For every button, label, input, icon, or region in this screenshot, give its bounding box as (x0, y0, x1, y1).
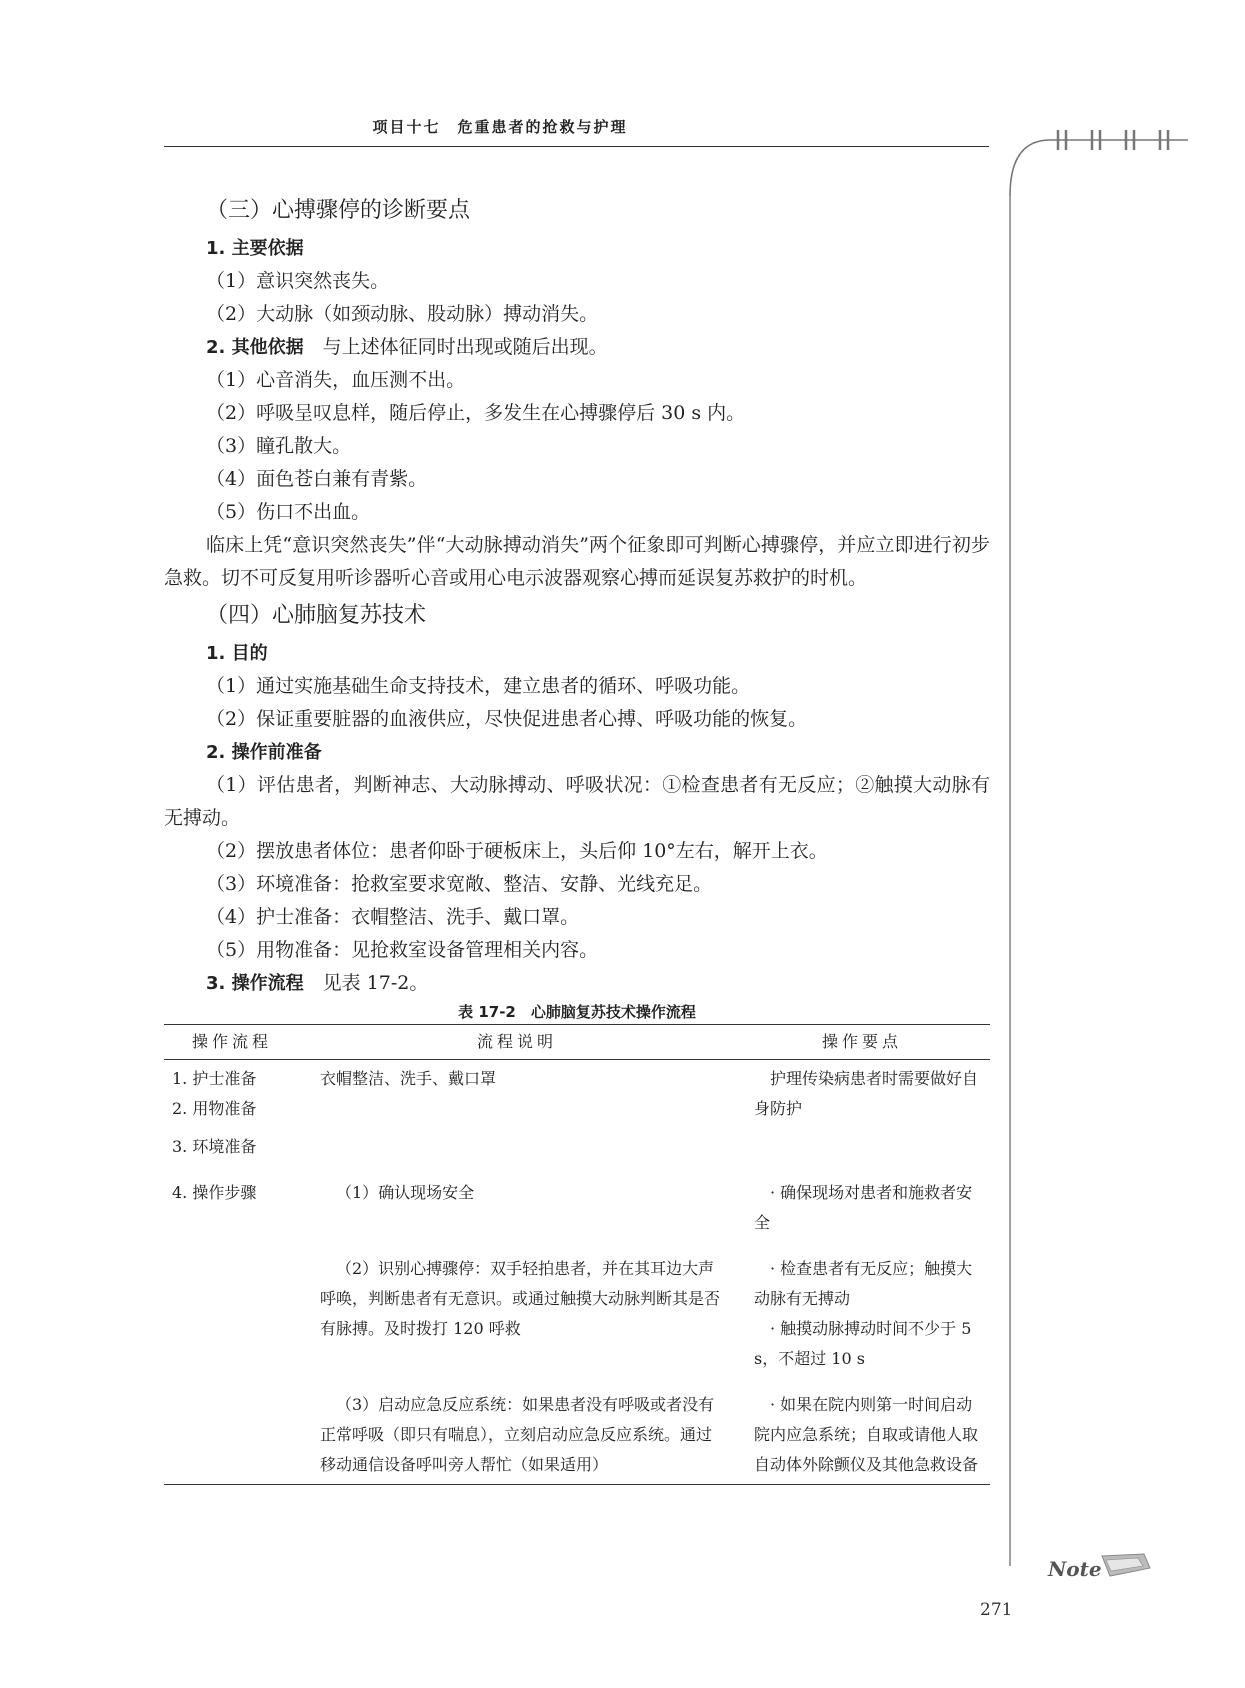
table-row (164, 1238, 990, 1374)
table-header: 流程说明 (300, 1025, 734, 1060)
table-cell (300, 1162, 734, 1238)
table-cell (734, 1162, 990, 1238)
table-header: 操作流程 (164, 1025, 300, 1060)
table-caption: 表 17-2 心肺脑复苏技术操作流程 (458, 1003, 696, 1021)
list-item: （1）意识突然丧失。 (206, 270, 390, 292)
note-icon (1047, 1554, 1150, 1581)
heading-other-basis-text: 与上述体征同时出现或随后出现。 (322, 336, 608, 358)
page-body (164, 190, 990, 1485)
heading-flow-line (164, 967, 990, 1000)
step-label: 2. 用物准备 (172, 1099, 257, 1118)
page-number: 271 (980, 1600, 1013, 1620)
list-item: （2）保证重要脏器的血液供应，尽快促进患者心搏、呼吸功能的恢复。 (206, 708, 808, 730)
table-cell (164, 1060, 300, 1163)
key-point: · 确保现场对患者和施救者安全 (754, 1183, 973, 1232)
list-item: （2）呼吸呈叹息样，随后停止，多发生在心搏骤停后 30 s 内。 (206, 402, 746, 424)
heading-main-basis: 1. 主要依据 (206, 238, 304, 259)
table-cell (164, 1238, 300, 1374)
list-item: （3）瞳孔散大。 (206, 435, 352, 457)
section-title-4: （四）心肺脑复苏技术 (206, 603, 427, 628)
step-description: （1）确认现场安全 (336, 1183, 475, 1202)
list-item: （3）环境准备：抢救室要求宽敞、整洁、安静、光线充足。 (206, 873, 713, 895)
key-point: · 检查患者有无反应；触摸大动脉有无搏动 (754, 1259, 973, 1308)
section-title-3: （三）心搏骤停的诊断要点 (206, 198, 471, 223)
heading-preparation: 2. 操作前准备 (206, 742, 322, 763)
step-description: （3）启动应急反应系统：如果患者没有呼吸或者没有正常呼吸（即只有喘息），立刻启动应急反应系统。通过移动通信设备呼叫旁人帮忙（如果适用） (320, 1395, 715, 1474)
heading-other-basis-line (164, 331, 990, 364)
step-label: 1. 护士准备 (172, 1069, 257, 1088)
table-header: 操作要点 (734, 1025, 990, 1060)
list-item: （1）心音消失，血压测不出。 (206, 369, 466, 391)
heading-purpose: 1. 目的 (206, 643, 268, 664)
key-point: 护理传染病患者时需要做好自身防护 (754, 1069, 979, 1118)
heading-flow-text: 见表 17-2。 (322, 972, 429, 994)
margin-decoration (1010, 136, 1190, 1581)
table-cell: 4. 操作步骤 (172, 1183, 257, 1202)
step-label: 3. 环境准备 (172, 1137, 257, 1156)
list-item: （5）伤口不出血。 (206, 501, 371, 523)
list-item: （4）护士准备：衣帽整洁、洗手、戴口罩。 (206, 906, 580, 928)
running-header: 项目十七 危重患者的抢救与护理 (372, 118, 628, 136)
table-cell (164, 1374, 300, 1485)
procedure-table (164, 1024, 990, 1485)
table-cell: 衣帽整洁、洗手、戴口罩 (320, 1069, 497, 1088)
table-cell (300, 1238, 734, 1374)
table-header-row (164, 1025, 990, 1060)
heading-other-basis: 2. 其他依据 (206, 337, 304, 358)
table-cell (734, 1060, 990, 1163)
list-item: （2）大动脉（如颈动脉、股动脉）搏动消失。 (206, 303, 599, 325)
list-item: （4）面色苍白兼有青紫。 (206, 468, 428, 490)
heading-flow: 3. 操作流程 (206, 973, 304, 994)
table-row (164, 1060, 990, 1163)
step-description: （2）识别心搏骤停：双手轻拍患者，并在其耳边大声呼唤，判断患者有无意识。或通过触摸大动脉判断其是否有脉搏。及时拨打 120 呼救 (320, 1259, 721, 1338)
list-item: （2）摆放患者体位：患者仰卧于硬板床上，头后仰 10°左右，解开上衣。 (206, 840, 828, 862)
key-point: · 如果在院内则第一时间启动院内应急系统；自取或请他人取自动体外除颤仪及其他急救设备 (754, 1395, 979, 1474)
table-cell (734, 1374, 990, 1485)
table-cell (300, 1374, 734, 1485)
list-item: （5）用物准备：见抢救室设备管理相关内容。 (206, 939, 599, 961)
table-row (164, 1374, 990, 1485)
header-rule (164, 146, 989, 147)
diagnosis-paragraph: 临床上凭“意识突然丧失”伴“大动脉搏动消失”两个征象即可判断心搏骤停，并应立即进行初步急救。切不可反复用听诊器听心音或用心电示波器观察心搏而延误复苏救护的时机。 (164, 534, 990, 589)
table-row (164, 1162, 990, 1238)
table-cell (734, 1238, 990, 1374)
margin-note-label: Note (1048, 1557, 1102, 1581)
list-item: （1）评估患者，判断神志、大动脉搏动、呼吸状况：①检查患者有无反应；②触摸大动脉有无搏动。 (164, 774, 990, 829)
key-point: · 触摸动脉搏动时间不少于 5 s，不超过 10 s (754, 1319, 972, 1368)
list-item: （1）通过实施基础生命支持技术，建立患者的循环、呼吸功能。 (206, 675, 751, 697)
